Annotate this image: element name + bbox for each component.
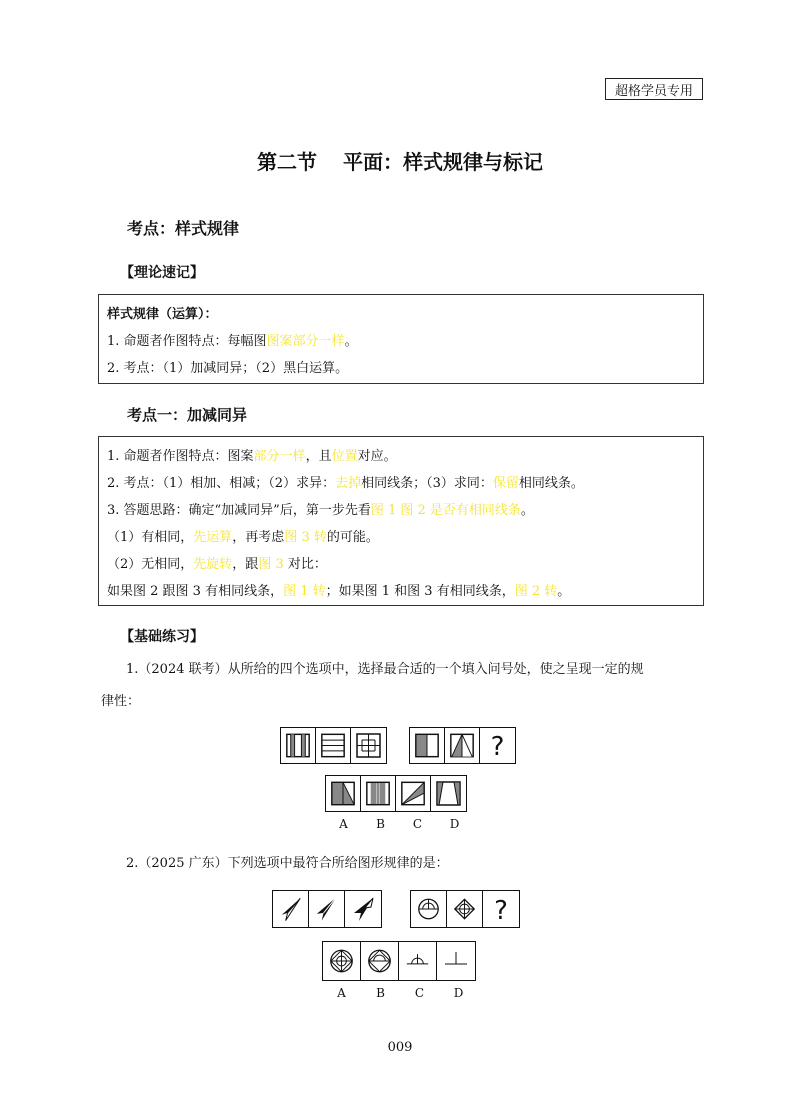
highlight-text: 保留: [492, 476, 519, 491]
q2-option-c[interactable]: [399, 942, 437, 980]
highlight-text: 图 3: [258, 557, 284, 572]
text: 。: [557, 584, 571, 599]
box2-line-1: [107, 443, 695, 470]
q2-options: [322, 941, 476, 981]
text: 相同线条；（3）求同：: [361, 476, 493, 491]
page-title: [0, 146, 800, 175]
text: 。: [344, 334, 358, 349]
highlight-text: 图 3 转: [284, 530, 327, 545]
q2-option-d[interactable]: [437, 942, 475, 980]
text: 3. 答题思路：确定“加减同异”后，第一步先看: [107, 503, 371, 518]
theory-label: 【理论速记】: [120, 265, 204, 281]
option-label-c: C: [412, 817, 423, 831]
box2-line-5: [107, 551, 695, 578]
text: 对比：: [283, 557, 327, 572]
question-mark: ?: [494, 896, 508, 926]
q1-figure-4: [410, 728, 445, 763]
text: ，再考虑: [232, 530, 285, 545]
q1-option-a[interactable]: [326, 776, 361, 811]
highlight-text: 先运算: [193, 530, 233, 545]
highlight-text: 位置: [331, 449, 358, 464]
q2-figure-1: [273, 891, 309, 927]
question-1-line-1: 1.（2024 联考）从所给的四个选项中，选择最合适的一个填入问号处，使之呈现一定的规: [126, 662, 644, 677]
highlight-text: 图案部分一样: [266, 334, 345, 349]
theory-box-1: [98, 294, 704, 384]
q1-figure-2: [316, 728, 351, 763]
highlight-text: 图 1 转: [283, 584, 326, 599]
text: （1）有相同，: [107, 530, 194, 545]
text: 。: [520, 503, 534, 518]
text: ，跟: [232, 557, 259, 572]
q1-option-c[interactable]: [396, 776, 431, 811]
q1-group-2: [409, 727, 516, 764]
question-1-line-2: 律性：: [101, 694, 141, 709]
highlight-text: 先旋转: [193, 557, 233, 572]
highlight-text: 部分一样: [253, 449, 306, 464]
text: ，且: [305, 449, 332, 464]
q1-option-b[interactable]: [361, 776, 396, 811]
q1-figure-3: [351, 728, 386, 763]
box2-line-4: [107, 524, 695, 551]
section-title: 平面：样式规律与标记: [343, 150, 543, 174]
highlight-text: 去掉: [335, 476, 362, 491]
q1-group-1: [280, 727, 387, 764]
text: 对应。: [357, 449, 397, 464]
q1-option-labels: [325, 817, 473, 831]
text: 相同线条。: [518, 476, 584, 491]
box2-line-2: [107, 470, 695, 497]
box2-line-6: [107, 578, 695, 605]
theory-box-2: [98, 436, 704, 606]
option-label-d: D: [453, 986, 464, 1000]
box1-line-3: 2. 考点：（1）加减同异；（2）黑白运算。: [107, 361, 349, 376]
option-label-b: B: [376, 986, 385, 1000]
q1-figure-1: [281, 728, 316, 763]
box1-title: 样式规律（运算）：: [107, 307, 218, 322]
text: 2. 考点：（1）相加、相减；（2）求异：: [107, 476, 336, 491]
text: ；如果图 1 和图 3 有相同线条，: [325, 584, 515, 599]
box1-line-2: [107, 328, 695, 355]
q2-figure-4: [411, 891, 447, 927]
q2-group-2: [410, 890, 520, 928]
q1-options: [325, 775, 467, 812]
q2-question-cell: [483, 891, 519, 927]
option-label-d: D: [449, 817, 460, 831]
text: 如果图 2 跟图 3 有相同线条，: [107, 584, 284, 599]
section-number: 第二节: [257, 150, 317, 174]
q2-figure-5: [447, 891, 483, 927]
q1-option-d[interactable]: [431, 776, 466, 811]
option-label-c: C: [414, 986, 425, 1000]
text: （2）无相同，: [107, 557, 194, 572]
point1-heading: 考点一：加减同异: [127, 406, 248, 424]
exclusive-badge: 超格学员专用: [605, 78, 703, 100]
q1-figure-5: [445, 728, 480, 763]
option-label-b: B: [376, 817, 385, 831]
question-mark: ?: [490, 732, 505, 762]
q2-group-1: [272, 890, 382, 928]
q2-figure-2: [309, 891, 345, 927]
page-number: 009: [387, 1040, 413, 1055]
q2-option-a[interactable]: [323, 942, 361, 980]
text: 1. 命题者作图特点：图案: [107, 449, 254, 464]
text: 1. 命题者作图特点：每幅图: [107, 334, 267, 349]
q2-figure-3: [345, 891, 381, 927]
box2-line-3: [107, 497, 695, 524]
option-label-a: A: [337, 986, 346, 1000]
q2-option-labels: [322, 986, 478, 1000]
question-2-line-1: 2.（2025 广东）下列选项中最符合所给图形规律的是：: [126, 856, 449, 871]
highlight-text: 图 2 转: [514, 584, 558, 599]
practice-label: 【基础练习】: [120, 629, 204, 645]
section-heading: 考点：样式规律: [127, 219, 240, 238]
highlight-text: 图 1 图 2 是否有相同线条: [370, 503, 521, 518]
q2-option-b[interactable]: [361, 942, 399, 980]
q1-question-cell: [480, 728, 515, 763]
option-label-a: A: [339, 817, 348, 831]
text: 的可能。: [326, 530, 379, 545]
